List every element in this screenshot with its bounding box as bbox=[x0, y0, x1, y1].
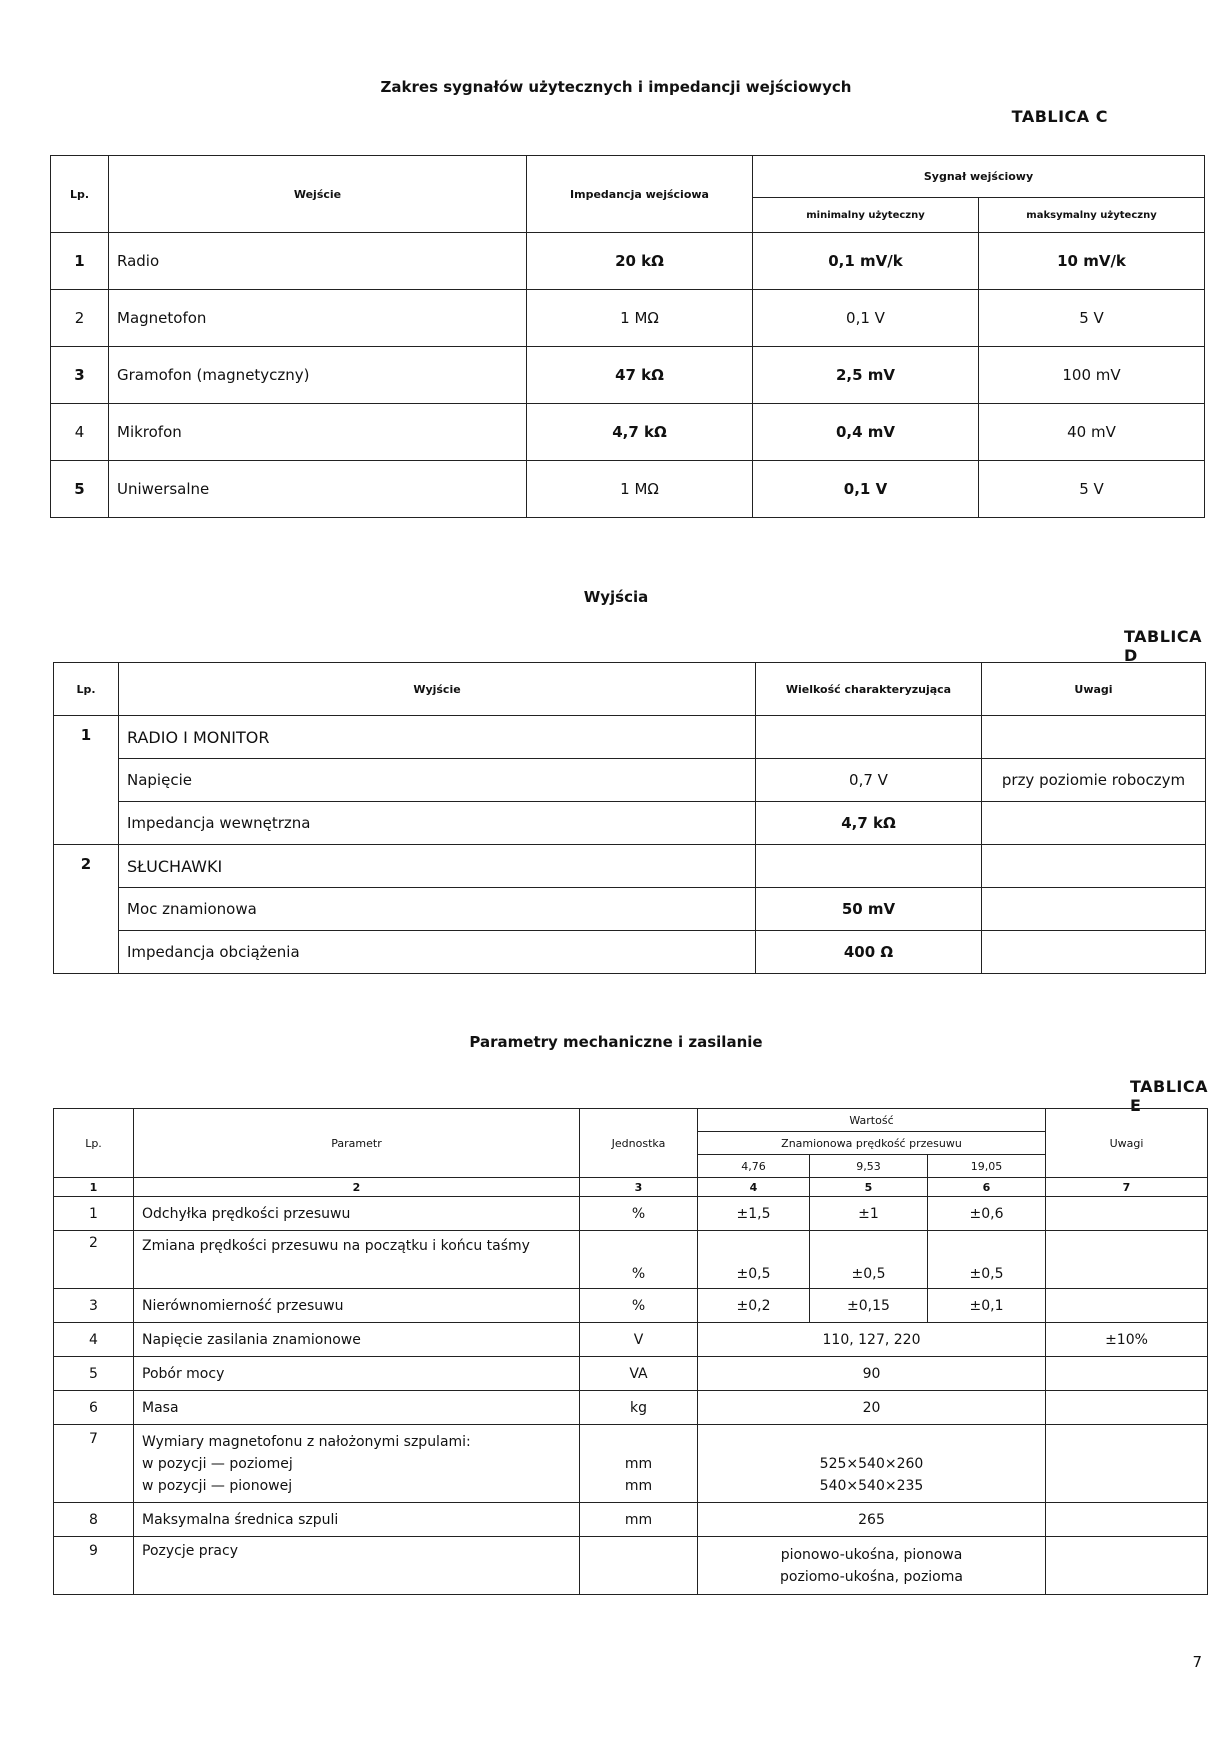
cell-lp: 4 bbox=[51, 404, 109, 461]
col-header-signal: Sygnał wejściowy bbox=[753, 156, 1205, 198]
table-c-label: TABLICA C bbox=[1011, 107, 1108, 126]
table-row bbox=[51, 290, 1205, 347]
table-row bbox=[54, 1357, 1208, 1391]
table-row bbox=[54, 1425, 1208, 1503]
col-number: 1 bbox=[54, 1178, 134, 1197]
col-number: 3 bbox=[580, 1178, 698, 1197]
value-line: 525×540×260 bbox=[819, 1456, 924, 1472]
group-name: RADIO I MONITOR bbox=[119, 716, 756, 759]
cell-note bbox=[982, 716, 1206, 759]
cell-param: Nierównomierność przesuwu bbox=[134, 1289, 580, 1323]
cell-name: Uniwersalne bbox=[109, 461, 527, 518]
table-row bbox=[51, 461, 1205, 518]
cell-param: Pobór mocy bbox=[134, 1357, 580, 1391]
cell-value: 90 bbox=[698, 1357, 1046, 1391]
cell-name: Impedancja obciążenia bbox=[119, 931, 756, 974]
cell-max: 5 V bbox=[979, 461, 1205, 518]
cell-note: przy poziomie roboczym bbox=[982, 759, 1206, 802]
col-header-lp: Lp. bbox=[51, 156, 109, 233]
cell-lp: 2 bbox=[51, 290, 109, 347]
cell-note: ±10% bbox=[1046, 1323, 1208, 1357]
value-line: 540×540×235 bbox=[819, 1478, 924, 1494]
cell-lp: 5 bbox=[51, 461, 109, 518]
cell-unit bbox=[580, 1537, 698, 1595]
cell-impedance: 4,7 kΩ bbox=[527, 404, 753, 461]
cell-name: Napięcie bbox=[119, 759, 756, 802]
cell-v1: ±0,5 bbox=[698, 1231, 810, 1289]
col-number: 2 bbox=[134, 1178, 580, 1197]
cell-v2: ±0,5 bbox=[810, 1231, 928, 1289]
cell-lp: 2 bbox=[54, 845, 119, 974]
cell-value: 110, 127, 220 bbox=[698, 1323, 1046, 1357]
cell-name: Magnetofon bbox=[109, 290, 527, 347]
col-number: 4 bbox=[698, 1178, 810, 1197]
cell-value: 4,7 kΩ bbox=[756, 802, 982, 845]
cell-note bbox=[982, 888, 1206, 931]
col-header-output: Wyjście bbox=[119, 663, 756, 716]
col-header-max: maksymalny użyteczny bbox=[979, 198, 1205, 233]
col-number: 6 bbox=[928, 1178, 1046, 1197]
cell-name: Moc znamionowa bbox=[119, 888, 756, 931]
col-header-value: Wartość bbox=[698, 1109, 1046, 1132]
table-row bbox=[54, 1289, 1208, 1323]
col-header-speed-2: 9,53 bbox=[810, 1155, 928, 1178]
cell-param: Napięcie zasilania znamionowe bbox=[134, 1323, 580, 1357]
cell-unit: mm bbox=[580, 1503, 698, 1537]
group-name: SŁUCHAWKI bbox=[119, 845, 756, 888]
col-header-speed: Znamionowa prędkość przesuwu bbox=[698, 1132, 1046, 1155]
cell-note bbox=[982, 931, 1206, 974]
cell-note bbox=[1046, 1289, 1208, 1323]
cell-v3: ±0,5 bbox=[928, 1231, 1046, 1289]
table-row bbox=[54, 888, 1206, 931]
col-header-speed-3: 19,05 bbox=[928, 1155, 1046, 1178]
cell-v3: ±0,1 bbox=[928, 1289, 1046, 1323]
col-header-impedance: Impedancja wejściowa bbox=[527, 156, 753, 233]
param-line: w pozycji — pionowej bbox=[142, 1478, 293, 1494]
col-header-speed-1: 4,76 bbox=[698, 1155, 810, 1178]
cell-value: 0,7 V bbox=[756, 759, 982, 802]
cell-unit: V bbox=[580, 1323, 698, 1357]
table-row bbox=[51, 404, 1205, 461]
table-row bbox=[54, 802, 1206, 845]
cell-param: Odchyłka prędkości przesuwu bbox=[134, 1197, 580, 1231]
table-e-title: Parametry mechaniczne i zasilanie bbox=[469, 1033, 763, 1051]
cell-impedance: 1 MΩ bbox=[527, 290, 753, 347]
cell-note bbox=[982, 802, 1206, 845]
cell-lp: 7 bbox=[54, 1425, 134, 1503]
cell-v3: ±0,6 bbox=[928, 1197, 1046, 1231]
col-header-unit: Jednostka bbox=[580, 1109, 698, 1178]
table-d-title: Wyjścia bbox=[583, 588, 649, 606]
unit-line: mm bbox=[624, 1456, 653, 1472]
cell-note bbox=[982, 845, 1206, 888]
cell-max: 10 mV/k bbox=[979, 233, 1205, 290]
table-e-label: TABLICA E bbox=[1129, 1077, 1208, 1115]
table-row bbox=[54, 845, 1206, 888]
table-row bbox=[54, 1391, 1208, 1425]
cell-value bbox=[756, 716, 982, 759]
table-row bbox=[54, 1231, 1208, 1289]
cell-lp: 2 bbox=[54, 1231, 134, 1289]
col-number: 7 bbox=[1046, 1178, 1208, 1197]
col-header-min: minimalny użyteczny bbox=[753, 198, 979, 233]
table-row bbox=[54, 1323, 1208, 1357]
cell-min: 2,5 mV bbox=[753, 347, 979, 404]
cell-unit: % bbox=[580, 1231, 698, 1289]
cell-lp: 4 bbox=[54, 1323, 134, 1357]
cell-v1: ±0,2 bbox=[698, 1289, 810, 1323]
cell-unit: VA bbox=[580, 1357, 698, 1391]
table-row bbox=[54, 716, 1206, 759]
cell-value: 265 bbox=[698, 1503, 1046, 1537]
cell-max: 40 mV bbox=[979, 404, 1205, 461]
cell-name: Mikrofon bbox=[109, 404, 527, 461]
cell-lp: 1 bbox=[54, 1197, 134, 1231]
col-header-lp: Lp. bbox=[54, 1109, 134, 1178]
cell-impedance: 20 kΩ bbox=[527, 233, 753, 290]
cell-name: Impedancja wewnętrzna bbox=[119, 802, 756, 845]
table-row bbox=[54, 931, 1206, 974]
col-header-value: Wielkość charakteryzująca bbox=[756, 663, 982, 716]
table-e bbox=[53, 1108, 1208, 1595]
cell-value: 400 Ω bbox=[756, 931, 982, 974]
table-row bbox=[54, 759, 1206, 802]
cell-unit: % bbox=[580, 1289, 698, 1323]
value-line: pionowo-ukośna, pionowa bbox=[780, 1546, 963, 1563]
cell-note bbox=[1046, 1391, 1208, 1425]
cell-value bbox=[698, 1537, 1046, 1595]
cell-note bbox=[1046, 1425, 1208, 1503]
cell-impedance: 47 kΩ bbox=[527, 347, 753, 404]
table-c bbox=[50, 155, 1205, 518]
cell-param: Maksymalna średnica szpuli bbox=[134, 1503, 580, 1537]
cell-unit: kg bbox=[580, 1391, 698, 1425]
cell-lp: 3 bbox=[54, 1289, 134, 1323]
page-number: 7 bbox=[1192, 1653, 1202, 1671]
param-line: Wymiary magnetofonu z nałożonymi szpulami: bbox=[142, 1434, 471, 1450]
cell-value bbox=[756, 845, 982, 888]
cell-note bbox=[1046, 1503, 1208, 1537]
cell-lp: 3 bbox=[51, 347, 109, 404]
table-row bbox=[54, 1537, 1208, 1595]
value-line: poziomo-ukośna, pozioma bbox=[780, 1568, 963, 1585]
cell-lp: 6 bbox=[54, 1391, 134, 1425]
cell-impedance: 1 MΩ bbox=[527, 461, 753, 518]
cell-note bbox=[1046, 1231, 1208, 1289]
cell-param bbox=[134, 1425, 580, 1503]
cell-lp: 1 bbox=[54, 716, 119, 845]
cell-value: 50 mV bbox=[756, 888, 982, 931]
cell-value: 20 bbox=[698, 1391, 1046, 1425]
table-d bbox=[53, 662, 1206, 974]
table-c-title: Zakres sygnałów użytecznych i impedancji wejściowych bbox=[380, 78, 852, 96]
cell-min: 0,1 V bbox=[753, 290, 979, 347]
unit-line: mm bbox=[624, 1478, 653, 1494]
col-header-notes: Uwagi bbox=[1046, 1109, 1208, 1178]
cell-param: Pozycje pracy bbox=[134, 1537, 580, 1595]
cell-unit bbox=[580, 1425, 698, 1503]
table-row bbox=[51, 233, 1205, 290]
cell-max: 5 V bbox=[979, 290, 1205, 347]
col-header-param: Parametr bbox=[134, 1109, 580, 1178]
cell-v1: ±1,5 bbox=[698, 1197, 810, 1231]
cell-note bbox=[1046, 1537, 1208, 1595]
cell-min: 0,1 V bbox=[753, 461, 979, 518]
cell-lp: 5 bbox=[54, 1357, 134, 1391]
cell-note bbox=[1046, 1357, 1208, 1391]
cell-param: Masa bbox=[134, 1391, 580, 1425]
table-row bbox=[54, 1503, 1208, 1537]
cell-unit: % bbox=[580, 1197, 698, 1231]
cell-name: Gramofon (magnetyczny) bbox=[109, 347, 527, 404]
cell-min: 0,1 mV/k bbox=[753, 233, 979, 290]
cell-v2: ±0,15 bbox=[810, 1289, 928, 1323]
table-d-label: TABLICA D bbox=[1123, 627, 1202, 665]
col-header-input: Wejście bbox=[109, 156, 527, 233]
cell-v2: ±1 bbox=[810, 1197, 928, 1231]
table-row bbox=[54, 1197, 1208, 1231]
cell-lp: 9 bbox=[54, 1537, 134, 1595]
col-number: 5 bbox=[810, 1178, 928, 1197]
cell-param: Zmiana prędkości przesuwu na początku i końcu taśmy bbox=[134, 1231, 580, 1289]
col-header-lp: Lp. bbox=[54, 663, 119, 716]
cell-lp: 1 bbox=[51, 233, 109, 290]
param-line: w pozycji — poziomej bbox=[142, 1456, 293, 1472]
cell-lp: 8 bbox=[54, 1503, 134, 1537]
cell-note bbox=[1046, 1197, 1208, 1231]
table-row bbox=[51, 347, 1205, 404]
col-header-notes: Uwagi bbox=[982, 663, 1206, 716]
cell-min: 0,4 mV bbox=[753, 404, 979, 461]
cell-name: Radio bbox=[109, 233, 527, 290]
cell-value bbox=[698, 1425, 1046, 1503]
cell-max: 100 mV bbox=[979, 347, 1205, 404]
